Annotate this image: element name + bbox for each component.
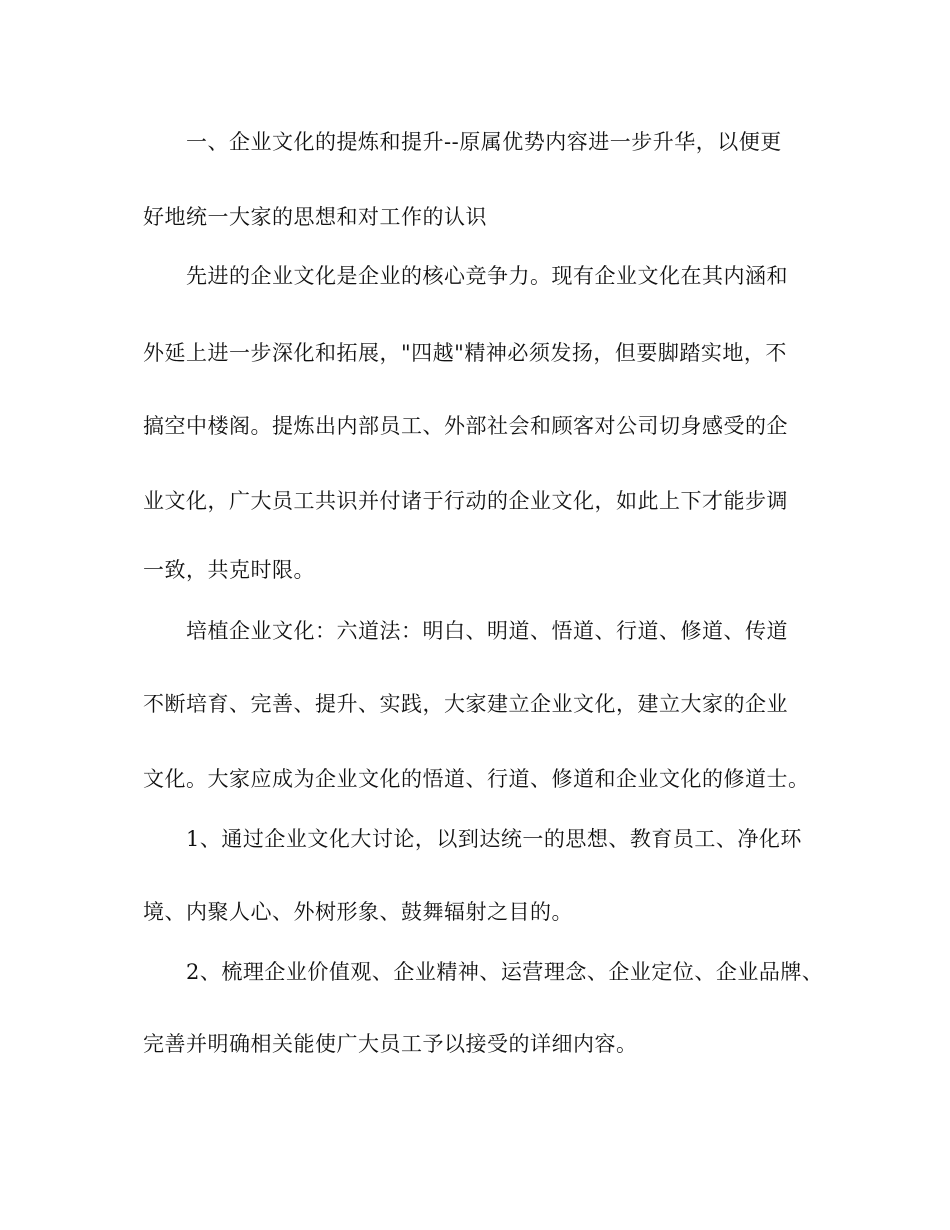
heading-line-1: 一、企业文化的提炼和提升--原属优势内容进一步升华，以便更 [186,130,782,154]
heading-line-2: 好地统一大家的思想和对工作的认识 [143,205,487,229]
list-item-2-line-1: 2、梳理企业价值观、企业精神、运营理念、企业定位、企业品牌、 [186,960,824,984]
list-item-2-line-2: 完善并明确相关能使广大员工予以接受的详细内容。 [143,1032,638,1056]
paragraph-1-line-4: 业文化，广大员工共识并付诸于行动的企业文化，如此上下才能步调 [143,489,788,513]
paragraph-1-line-5: 一致，共克时限。 [143,558,315,582]
list-item-1-line-2: 境、内聚人心、外树形象、鼓舞辐射之目的。 [143,900,573,924]
paragraph-1-line-3: 搞空中楼阁。提炼出内部员工、外部社会和顾客对公司切身感受的企 [143,414,788,438]
paragraph-2-line-3: 文化。大家应成为企业文化的悟道、行道、修道和企业文化的修道士。 [143,767,810,791]
paragraph-2-line-1: 培植企业文化：六道法：明白、明道、悟道、行道、修道、传道 [186,619,788,643]
paragraph-1-line-2: 外延上进一步深化和拓展，"四越"精神必须发扬，但要脚踏实地，不 [143,341,787,365]
paragraph-1-line-1: 先进的企业文化是企业的核心竞争力。现有企业文化在其内涵和 [186,264,788,288]
paragraph-2-line-2: 不断培育、完善、提升、实践，大家建立企业文化，建立大家的企业 [143,692,788,716]
list-item-1-line-1: 1、通过企业文化大讨论，以到达统一的思想、教育员工、净化环 [186,827,802,851]
